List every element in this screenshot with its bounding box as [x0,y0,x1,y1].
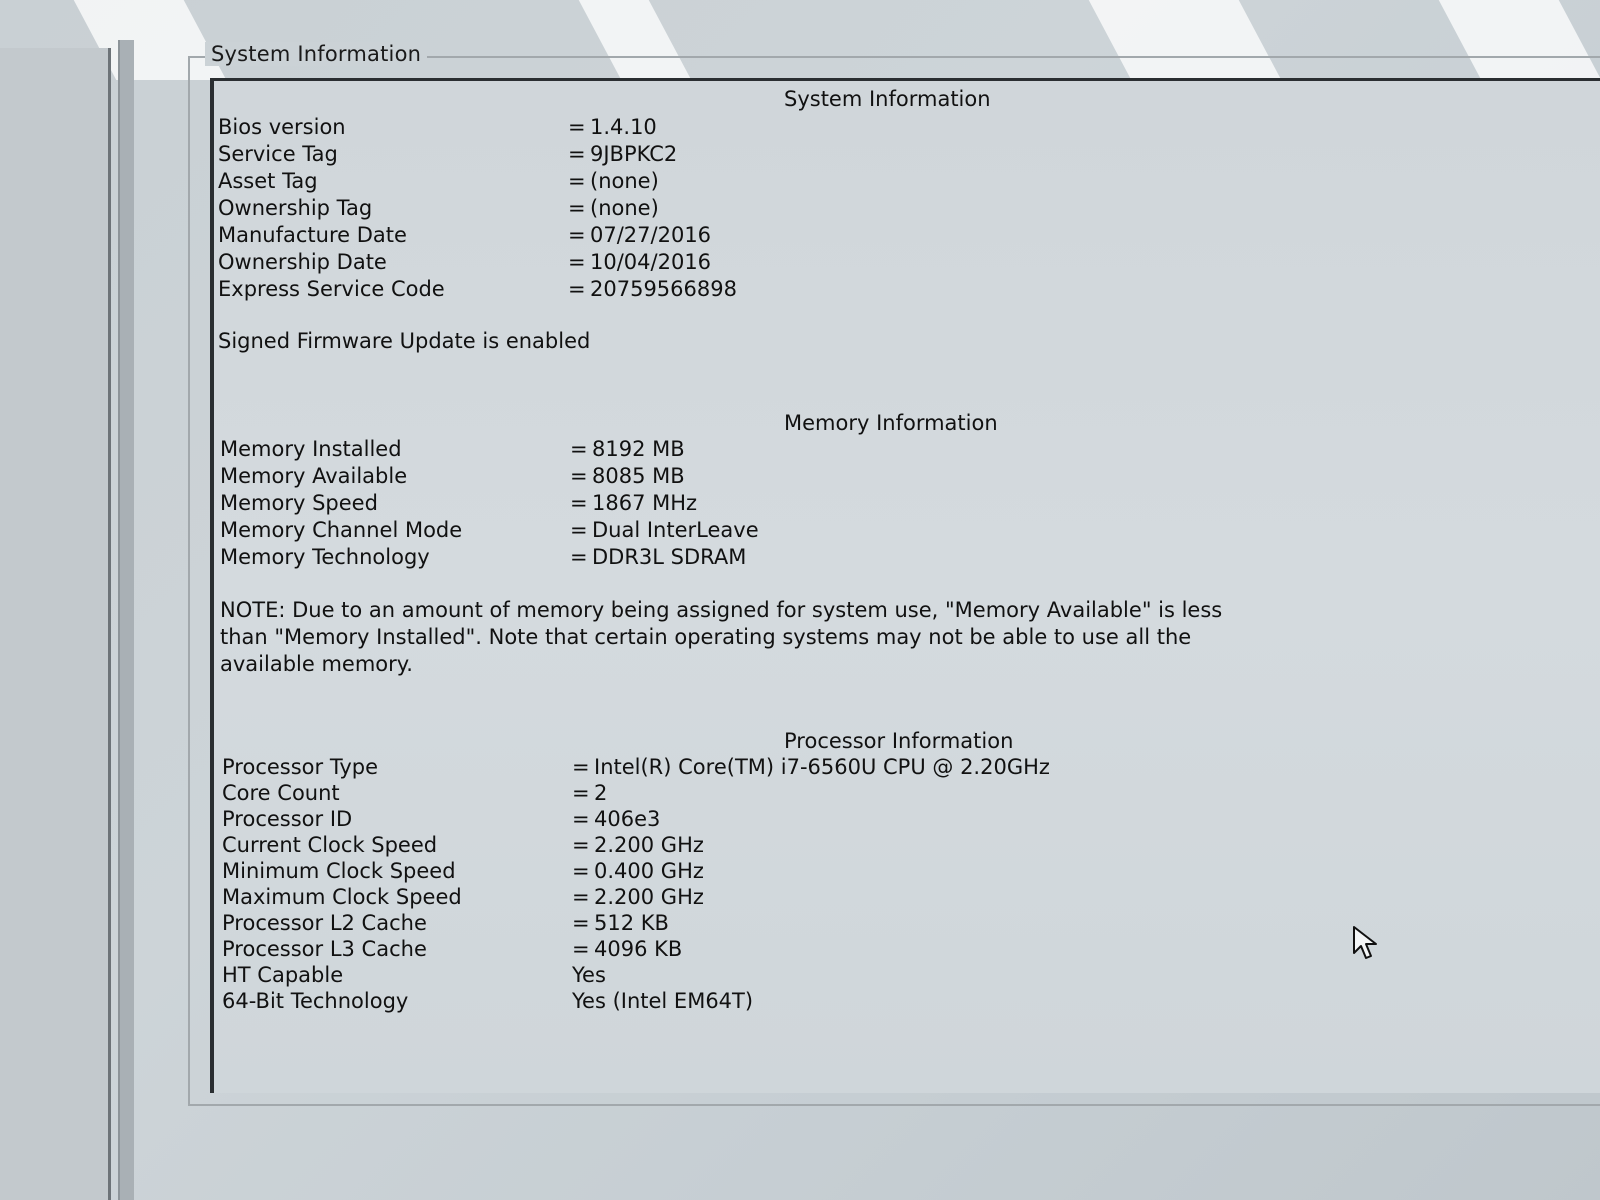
information-panel [210,78,1600,1093]
row-label: Memory Technology [220,545,430,569]
row-label: Processor ID [222,807,353,831]
row-label: Ownership Date [218,250,387,274]
row-label: Minimum Clock Speed [222,859,456,883]
row-value: 2 [594,781,608,805]
group-title: System Information [205,42,427,66]
memory-note [220,597,1222,678]
row-separator: = [572,807,590,831]
memory-note-line: available memory. [220,652,413,676]
row-value: Yes (Intel EM64T) [572,989,754,1013]
row-label: Processor L2 Cache [222,911,427,935]
row-separator: = [572,755,590,779]
row-value: 4096 KB [594,937,683,961]
row-value: (none) [590,196,659,220]
firmware-note: Signed Firmware Update is enabled [218,329,591,353]
row-separator: = [572,911,590,935]
row-label: Processor L3 Cache [222,937,427,961]
row-separator: = [568,223,586,247]
row-label: Core Count [222,781,340,805]
row-value: 0.400 GHz [594,859,704,883]
row-separator: = [568,142,586,166]
row-label: HT Capable [222,963,344,987]
row-separator: = [568,250,586,274]
row-separator: = [568,115,586,139]
row-separator: = [572,885,590,909]
row-label: Memory Installed [220,437,402,461]
row-value: DDR3L SDRAM [592,545,747,569]
row-label: Asset Tag [218,169,318,193]
row-separator: = [568,277,586,301]
left-navigation-pane[interactable] [0,48,111,1200]
processor-section-title: Processor Information [784,729,1014,753]
row-separator: = [572,859,590,883]
row-value: 9JBPKC2 [590,142,678,166]
row-separator: = [568,169,586,193]
row-value: Intel(R) Core(TM) i7-6560U CPU @ 2.20GHz [594,755,1050,779]
row-separator: = [572,937,590,961]
row-value: 20759566898 [590,277,737,301]
row-separator: = [572,833,590,857]
row-value: 8085 MB [592,464,685,488]
row-value: Yes [572,963,606,987]
row-separator: = [570,464,588,488]
row-label: Service Tag [218,142,338,166]
row-value: 1867 MHz [592,491,698,515]
row-separator: = [570,437,588,461]
row-label: Memory Speed [220,491,378,515]
row-value: 512 KB [594,911,669,935]
row-value: 1.4.10 [590,115,657,139]
row-label: Express Service Code [218,277,445,301]
row-value: 2.200 GHz [594,833,704,857]
row-separator: = [572,781,590,805]
mouse-pointer-icon [1352,925,1382,961]
row-value: 07/27/2016 [590,223,712,247]
system-section-title: System Information [784,87,991,111]
row-label: Memory Available [220,464,408,488]
pane-divider [118,40,134,1200]
row-label: Memory Channel Mode [220,518,463,542]
row-separator: = [570,545,588,569]
memory-note-line: than "Memory Installed". Note that certain operating systems may not be able to use all the [220,625,1192,649]
row-value: 8192 MB [592,437,685,461]
row-value: (none) [590,169,659,193]
row-separator: = [568,196,586,220]
memory-note-line: NOTE: Due to an amount of memory being assigned for system use, "Memory Available" is less [220,598,1223,622]
row-separator: = [570,518,588,542]
memory-section-title: Memory Information [784,411,998,435]
row-label: 64-Bit Technology [222,989,409,1013]
row-label: Maximum Clock Speed [222,885,462,909]
row-label: Ownership Tag [218,196,373,220]
row-label: Processor Type [222,755,379,779]
row-label: Manufacture Date [218,223,407,247]
row-value: 10/04/2016 [590,250,712,274]
row-label: Current Clock Speed [222,833,438,857]
row-separator: = [570,491,588,515]
row-value: 2.200 GHz [594,885,704,909]
row-value: 406e3 [594,807,661,831]
row-value: Dual InterLeave [592,518,759,542]
row-label: Bios version [218,115,346,139]
